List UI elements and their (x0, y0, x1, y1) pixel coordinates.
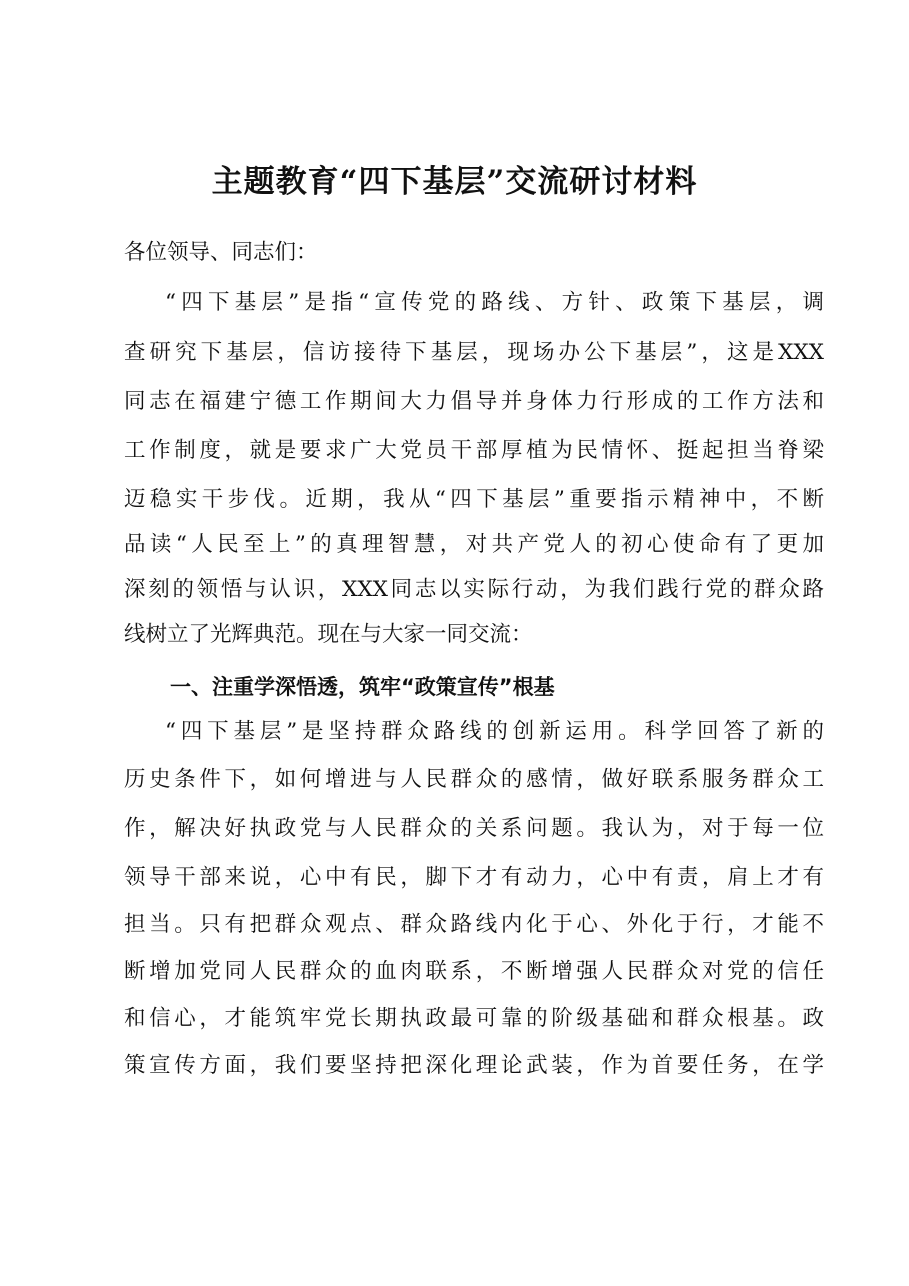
paragraph-line: 领导干部来说，心中有民，脚下才有动力，心中有责，肩上才有 (124, 865, 824, 890)
paragraph-line: 断增加党同人民群众的血肉联系，不断增强人民群众对党的信任 (124, 959, 824, 984)
paragraph-line: 历史条件下，如何增进与人民群众的感情，做好联系服务群众工 (124, 767, 824, 792)
paragraph-line: 品读“人民至上”的真理智慧，对共产党人的初心使命有了更加 (124, 532, 824, 557)
paragraph-line: 同志在福建宁德工作期间大力倡导并身体力行形成的工作方法和 (124, 389, 824, 414)
paragraph-line: 作，解决好执政党与人民群众的关系问题。我认为，对于每一位 (124, 816, 824, 841)
paragraph-line: 和信心，才能筑牢党长期执政最可靠的阶级基础和群众根基。政 (124, 1006, 824, 1031)
greeting: 各位领导、同志们： (124, 240, 318, 265)
section-heading: 一、注重学深悟透，筑牢“政策宣传”根基 (170, 675, 555, 699)
paragraph-line: “四下基层”是坚持群众路线的创新运用。科学回答了新的 (165, 719, 824, 744)
paragraph-line: 查研究下基层，信访接待下基层，现场办公下基层”，这是XXX (124, 340, 824, 365)
paragraph-line: 线树立了光辉典范。现在与大家一同交流： (124, 622, 533, 647)
paragraph-line: 工作制度，就是要求广大党员干部厚植为民情怀、挺起担当脊梁 (124, 438, 824, 463)
paragraph-line: 深刻的领悟与认识，XXX同志以实际行动，为我们践行党的群众路 (124, 577, 824, 602)
paragraph-line: 策宣传方面，我们要坚持把深化理论武装，作为首要任务，在学 (124, 1053, 824, 1078)
document-title: 主题教育“四下基层”交流研讨材料 (211, 164, 698, 200)
paragraph-line: 迈稳实干步伐。近期，我从“四下基层”重要指示精神中，不断 (124, 487, 824, 512)
paragraph-line: “四下基层”是指“宣传党的路线、方针、政策下基层，调 (165, 290, 824, 315)
paragraph-line: 担当。只有把群众观点、群众路线内化于心、外化于行，才能不 (124, 912, 824, 937)
